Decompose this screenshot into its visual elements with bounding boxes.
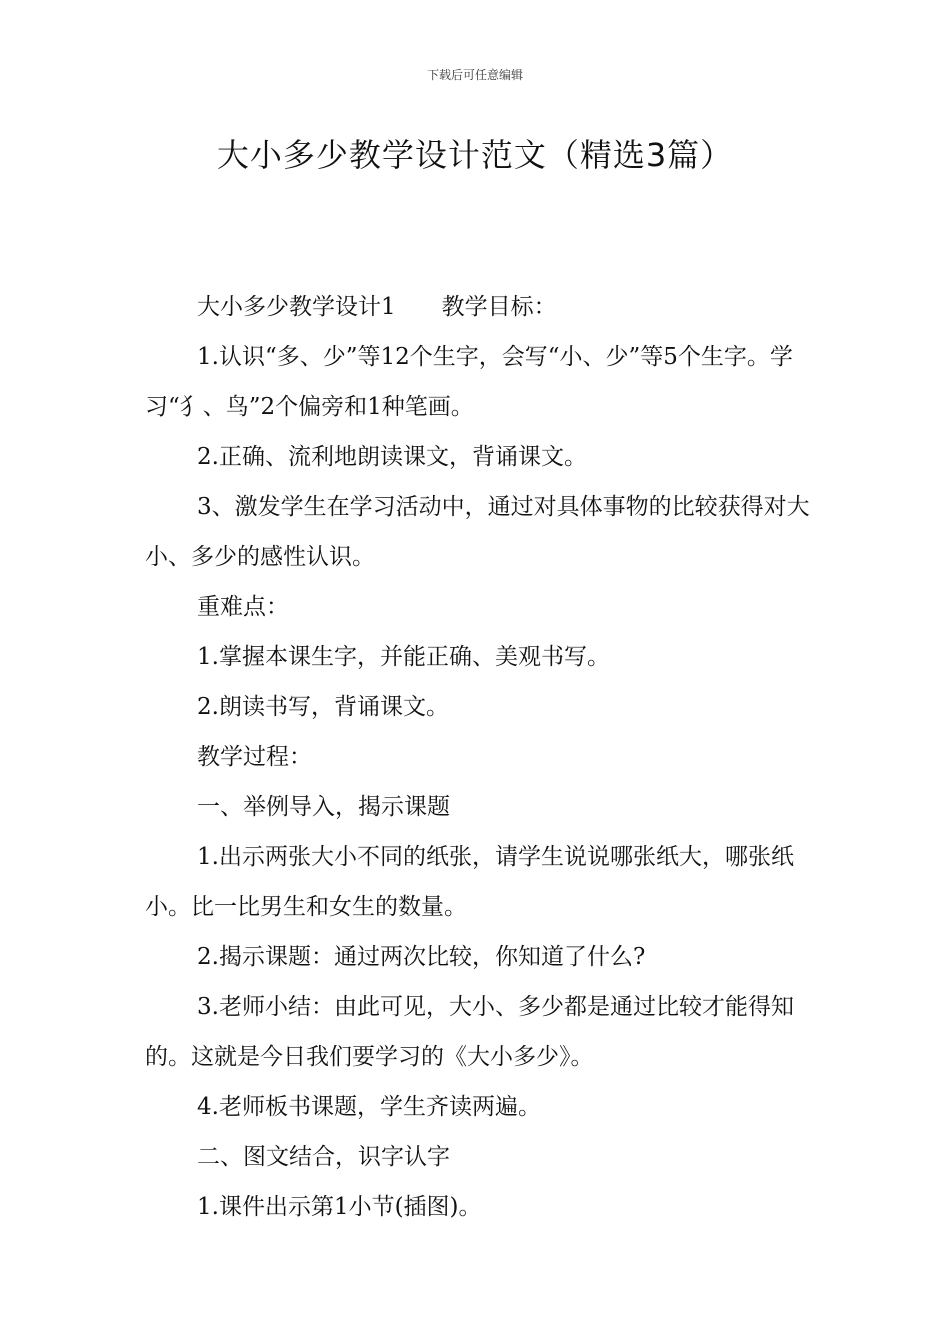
paragraph-section-heading: 大小多少教学设计1 教学目标： [197,294,557,320]
paragraph-objective-3: 3、激发学生在学习活动中，通过对具体事物的比较获得对大小、多少的感性认识。 [145,494,810,570]
paragraph-step-one-heading: 一、举例导入，揭示课题 [197,794,450,820]
paragraph-step-one-item-3: 3.老师小结：由此可见，大小、多少都是通过比较才能得知的。这就是今日我们要学习的《大小多少》。 [145,994,794,1070]
paragraph-step-one-item-1: 1.出示两张大小不同的纸张，请学生说说哪张纸大，哪张纸小。比一比男生和女生的数量。 [145,844,794,920]
paragraph-key-points-heading: 重难点： [197,594,289,620]
paragraph-step-one-item-2: 2.揭示课题：通过两次比较，你知道了什么? [197,944,646,970]
paragraph-process-heading: 教学过程： [197,744,312,770]
paragraph-step-two-heading: 二、图文结合，识字认字 [197,1144,450,1170]
paragraph-step-two-item-1: 1.课件出示第1小节(插图)。 [197,1194,482,1220]
document-body [145,282,815,1232]
paragraph-key-point-2: 2.朗读书写，背诵课文。 [197,694,449,720]
paragraph-step-one-item-4: 4.老师板书课题，学生齐读两遍。 [197,1094,541,1120]
document-title: 大小多少教学设计范文（精选3篇） [216,136,734,174]
paragraph-key-point-1: 1.掌握本课生字，并能正确、美观书写。 [197,644,610,670]
header-note: 下载后可任意编辑 [426,68,523,82]
paragraph-objective-1: 1.认识“多、少”等12个生字，会写“小、少”等5个生字。学习“犭、鸟”2个偏旁和1种笔画。 [145,344,793,420]
paragraph-objective-2: 2.正确、流利地朗读课文，背诵课文。 [197,444,587,470]
